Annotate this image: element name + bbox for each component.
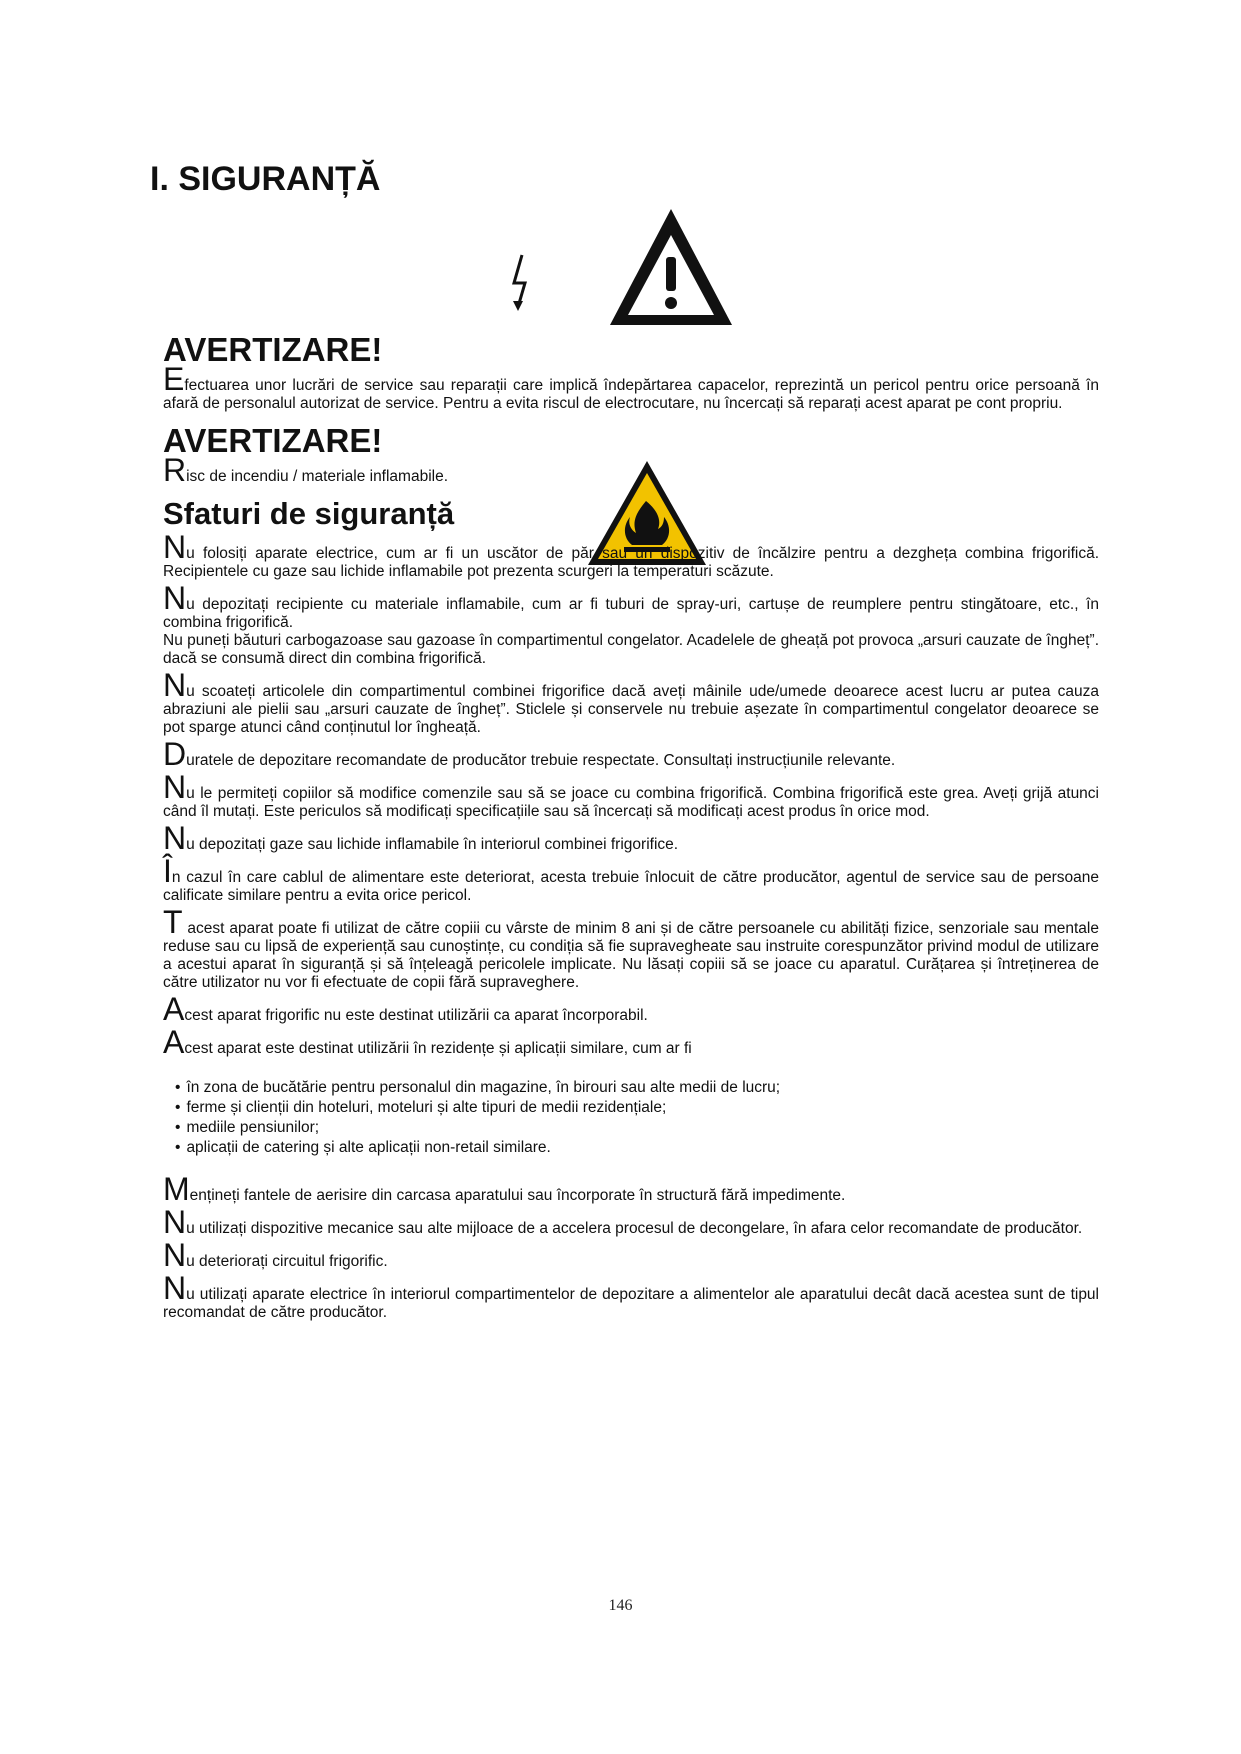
tip-paragraph: Acest aparat este destinat utilizării în rezidențe și aplicații similare, cum ar fi <box>163 1024 692 1060</box>
warning-paragraph-1: Efectuarea unor lucrări de service sau reparații care implică îndepărtarea capacelor, reprezintă un pericol pentru orice persoană în afară de personalul autorizat de service. Pentru a evita riscul de electrocutare, nu încercați să reparați acest aparat pe cont propriu. <box>163 361 1099 412</box>
tip-paragraph: Acest aparat frigorific nu este destinat utilizării ca aparat încorporabil. <box>163 991 648 1027</box>
list-item: • mediile pensiunilor; <box>175 1118 1099 1138</box>
tip-paragraph: Nu depozitați gaze sau lichide inflamabile în interiorul combinei frigorifice. <box>163 820 679 856</box>
tip-paragraph: Duratele de depozitare recomandate de producător trebuie respectate. Consultați instrucțiunile relevante. <box>163 736 896 772</box>
list-item: • în zona de bucătărie pentru personalul din magazine, în birouri sau alte medii de lucru; <box>175 1078 1099 1098</box>
warning-heading-2: AVERTIZARE! <box>163 422 383 459</box>
content-body <box>163 330 1099 1330</box>
page-number: 146 <box>608 1597 633 1614</box>
tip-extra: Nu puneți băuturi carbogazoase sau gazoase în compartimentul congelator. Acadelele de gheață pot provoca „arsuri cauzate de îngheț”. dacă se consumă direct din combina frigorifică. <box>163 632 1099 667</box>
tip-paragraph: În cazul în care cablul de alimentare este deteriorat, acesta trebuie înlocuit de către producător, agentul de service sau de persoane calificate similare pentru a evita orice pericol. <box>163 853 1099 904</box>
warning-triangle-icon <box>606 205 736 329</box>
drop-cap: E <box>163 361 185 397</box>
tip-paragraph: Nu utilizați dispozitive mecanice sau alte mijloace de a accelera procesul de decongelare, în afara celor recomandate de producător. <box>163 1204 1083 1240</box>
warning-paragraph-2: Risc de incendiu / materiale inflamabile. <box>163 452 449 488</box>
tip-paragraph: Nu scoateți articolele din compartimentul combinei frigorifice dacă aveți mâinile ude/umede deoarece acest lucru ar putea cauza abraziuni ale pielii sau „arsuri cauzate de îngheț”. Sticlele și conservele nu trebuie așezate în compartimentul congelator deoarece se pot sparge atunci când conținutul lor îngheață. <box>163 667 1099 736</box>
tip-paragraph: Nu le permiteți copiilor să modifice comenzile sau să se joace cu combina frigorifică. Combina frigorifică este grea. Aveți grijă atunci când îl mutați. Este periculos să modificați specificațiile sau să încercați să modificați acest produs în orice mod. <box>163 769 1099 820</box>
section-title: I. SIGURANȚĂ <box>150 160 381 198</box>
usage-bullet-list <box>175 1078 1099 1158</box>
tip-paragraph: T acest aparat poate fi utilizat de către copiii cu vârste de minim 8 ani și de către persoanele cu abilități fizice, senzoriale sau mentale reduse sau cu lipsă de experiență sau cunoștințe, cu condiția să fie supravegheate sau instruite corespunzător privind modul de utilizare a acestui aparat în siguranță și să înțeleagă pericolele implicate. Nu lăsați copiii să se joace cu aparatul. Curățarea și întreținerea de către utilizator nu vor fi efectuate de copii fără supraveghere. <box>163 904 1099 991</box>
tip-paragraph: Nu deteriorați circuitul frigorific. <box>163 1237 388 1273</box>
tip-paragraph: Nu depozitați recipiente cu materiale inflamabile, cum ar fi tuburi de spray-uri, cartușe de reumplere pentru stingătoare, etc., în combina frigorifică. Nu puneți băuturi carbogazoase sau gazoase în compartimentul congelator. Acadelele de gheață pot provoca „arsuri cauzate de îngheț”. dacă se consumă direct din combina frigorifică. <box>163 580 1099 667</box>
lightning-bolt-icon <box>508 253 536 315</box>
tip-paragraph: Nu folosiți aparate electrice, cum ar fi un uscător de păr sau un dispozitiv de încălzire pentru a dezgheța combina frigorifică. Recipientele cu gaze sau lichide inflamabile pot prezenta scurgeri la temperaturi scăzute. <box>163 529 1099 580</box>
list-item: • ferme și clienții din hoteluri, moteluri și alte tipuri de medii rezidențiale; <box>175 1098 1099 1118</box>
tip-paragraph: Nu utilizați aparate electrice în interiorul compartimentelor de depozitare a alimentelor ale aparatului decât dacă acestea sunt de tipul recomandat de către producător. <box>163 1270 1099 1321</box>
warning-heading-1: AVERTIZARE! <box>163 331 383 368</box>
safety-tips-heading: Sfaturi de siguranță <box>163 496 455 531</box>
tip-paragraph: Mențineți fantele de aerisire din carcasa aparatului sau încorporate în structură fără impedimente. <box>163 1171 846 1207</box>
list-item: • aplicații de catering și alte aplicații non-retail similare. <box>175 1138 1099 1158</box>
drop-cap: R <box>163 452 187 488</box>
